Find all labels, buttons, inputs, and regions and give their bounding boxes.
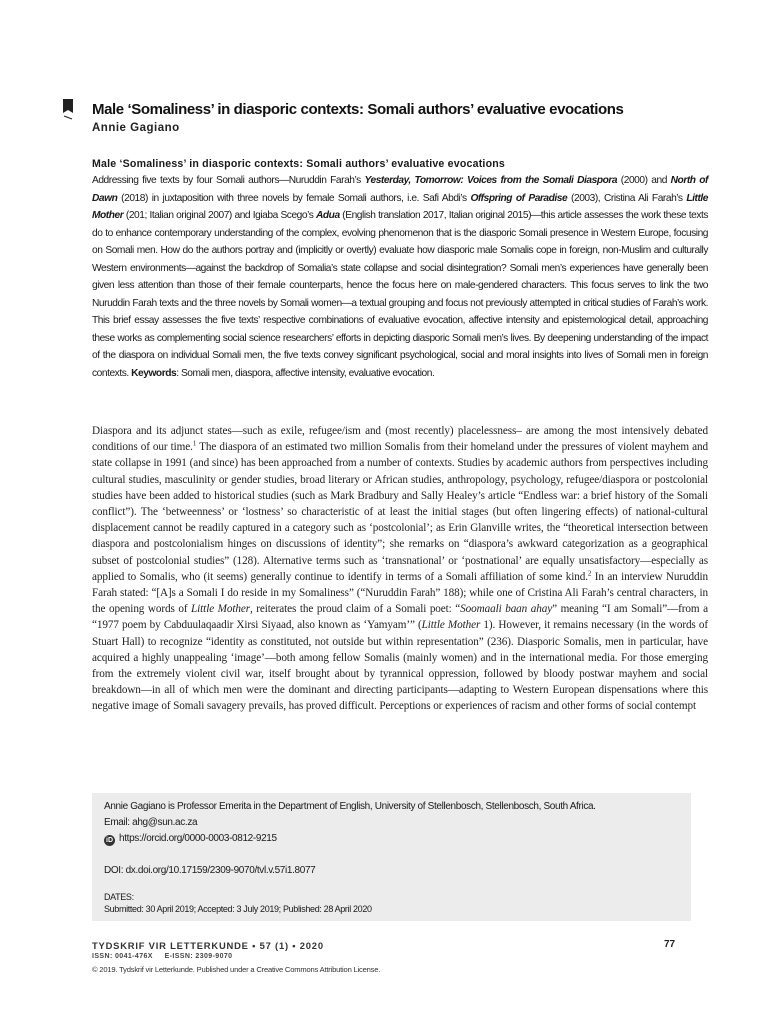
abstract-segment: Offspring of Paradise (470, 192, 568, 204)
orcid-link[interactable]: https://orcid.org/0000-0003-0812-9215 (119, 833, 277, 844)
body-segment: 1 (192, 439, 197, 448)
body-segment: Soomaali baan ahay (460, 603, 553, 616)
body-segment: In an interview Nuruddin Farah stated: “[A]s a Somali I do reside in my Somaliness” (“Nuruddin Farah” 188); while one of Cristina Ali Farah’s central characters, in the opening words of (92, 570, 708, 616)
abstract-segment: : Somali men, diaspora, affective intensity, evaluative evocation. (176, 367, 435, 379)
article-author: Annie Gagiano (92, 122, 180, 134)
body-paragraph (92, 423, 708, 715)
page-number: 77 (664, 939, 676, 950)
bookmark-icon (62, 99, 74, 121)
orcid-line (104, 833, 277, 846)
body-segment: Little Mother (191, 603, 250, 616)
author-email[interactable]: Email: ahg@sun.ac.za (104, 817, 198, 828)
abstract-segment: Addressing five texts by four Somali authors—Nuruddin Farah’s (92, 175, 365, 186)
orcid-icon: iD (106, 837, 113, 844)
article-title: Male ‘Somaliness’ in diasporic contexts: Somali authors’ evaluative evocations (92, 101, 624, 118)
abstract-segment: Keywords (131, 367, 177, 379)
body-segment: Little Mother (421, 619, 481, 632)
abstract (92, 157, 708, 382)
abstract-segment: Adua (316, 210, 340, 221)
body-segment: , reiterates the proud claim of a Somali poet: “ (250, 603, 461, 616)
abstract-segment: Yesterday, Tomorrow: Voices from the Somali Diaspora (364, 175, 618, 186)
body-segment: The diaspora of an estimated two million Somalis from their homeland under the pressures of violent mayhem and state collapse in 1991 (and since) has been approached from a number of contexts. Studies by academic authors from perspectives including cultural studies, masculinity or gender studies, broad literary or African studies, anthropology, psychology, refugee/diaspora or postcolonial studies have been added to historical studies (such as Mark Bradbury and Sally Healey’s article “Endless war: a brief history of the Somali conflict”). The ‘betweenness’ or ‘lostness’ so characteristic of at least the initial stages (but often lingering effects) of national-cultural displacement cannot be readily captured in a category such as ‘postcolonial’; as Erin Glanville writes, the “theoretical intersection between diaspora and postcolonialism hinges on discussions of identity”; she remarks on “diaspora’s awkward categorization as a geographical subset of postcolonial studies” (128). Alternative terms such as ‘transnational’ or ‘postnational’ are equally unsatisfactory—especially as applied to Somalis, who (it seems) generally continue to identify in terms of a Somali affiliation of some kind. (92, 441, 708, 583)
dates-line: Submitted: 30 April 2019; Accepted: 3 July 2019; Published: 28 April 2020 (104, 904, 372, 914)
abstract-segment: (2003), Cristina Ali Farah’s (567, 192, 687, 204)
abstract-heading: Male ‘Somaliness’ in diasporic contexts: Somali authors’ evaluative evocations (92, 158, 506, 170)
body-segment: ” meaning “I am Somali”—from a “1977 poem by Cabduulaqaadir Xirsi Siyaad, also known as ‘Yamyam’” ( (92, 603, 708, 632)
doi-line[interactable]: DOI: dx.doi.org/10.17159/2309-9070/tvl.v.57i1.8077 (104, 865, 316, 876)
footer-issn: ISSN: 0041-476X E-ISSN: 2309-9070 (92, 953, 233, 960)
abstract-segment: North of Dawn (92, 175, 708, 204)
body-segment: Diaspora and its adjunct states—such as exile, refugee/ism and (most recently) placelessness– are among the most intensively debated conditions of our time. (92, 425, 708, 454)
body-segment: 1). However, it remains necessary (in the words of Stuart Hall) to recognize “identity as constituted, not outside but within representation” (236). Diasporic Somalis, men in particular, have acquired a highly unappealing ‘image’—both among fellow Somalis (mainly women) and in the international media. For those emerging from the extremely violent civil war, itself brought about by tyrannical oppression, followed by bloody postwar mayhem and social breakdown—in all of which men were the dominant and directing participants—adapting to Western European dispensations where this negative image of Somali savagery prevails, has proved difficult. Perceptions or experiences of racism and other forms of social contempt (92, 619, 708, 713)
author-affiliation: Annie Gagiano is Professor Emerita in the Department of English, University of Stellenbosch, Stellenbosch, South Africa. (104, 801, 596, 812)
body-text (92, 423, 708, 715)
dates-label: DATES: (104, 892, 134, 902)
abstract-segment: (2000) and (617, 175, 671, 186)
author-info-box (92, 793, 691, 921)
abstract-segment: (2018) in juxtaposition with three novels by female Somali authors, i.e. Safi Abdi’s (117, 192, 471, 204)
abstract-segment: (English translation 2017, Italian original 2015)—this article assesses the work these texts do to enhance contemporary understanding of the complex, evolving phenomenon that is the diasporic Somali presence in Western Europe, focusing on Somali men. How do the authors portray and (implicitly or overtly) evaluate how diasporic male Somalis cope in foreign, non-Muslim and culturally Western environments—against the backdrop of Somalia’s state collapse and social disintegration? Somali men’s experiences have generally been given less attention than those of their female counterparts, hence the focus here on male-gendered characters. This focus serves to link the two Nuruddin Farah texts and the three novels by Somali women—a textual grouping and focus not previously attempted in critical studies of Farah’s work. This brief essay assesses the five texts’ respective combinations of evaluative evocation, affective intensity and epistemological detail, approaching these works as complementing social science researchers’ efforts in depicting diasporic Somali men’s lives. By deepening understanding of the impact of the diaspora on individual Somali men, the five texts convey significant psychological, social and moral insights into lives of Somali men in foreign contexts. (92, 210, 708, 379)
abstract-segment: (201; Italian original 2007) and Igiaba Scego’s (123, 210, 316, 221)
footer-journal: TYDSKRIF VIR LETTERKUNDE • 57 (1) • 2020 (92, 940, 324, 951)
abstract-segment: Little Mother (92, 192, 709, 221)
abstract-text (92, 172, 708, 382)
footer-license: © 2019. Tydskrif vir Letterkunde. Published under a Creative Commons Attribution License. (92, 965, 381, 974)
body-segment: 2 (587, 569, 592, 578)
